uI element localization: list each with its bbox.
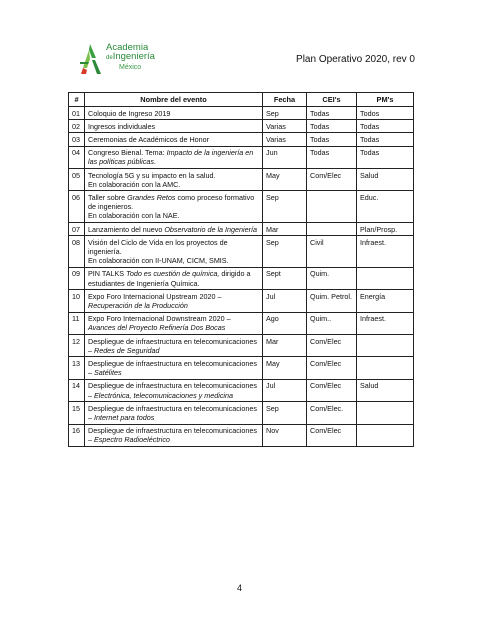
cell-date: Mar <box>263 223 307 236</box>
event-name-text: En colaboración con II-UNAM, CICM, SMIS. <box>88 256 229 266</box>
cell-pm: Energía <box>357 290 414 312</box>
cell-pm: Educ. <box>357 191 414 223</box>
table-row <box>69 146 414 168</box>
cell-event-name <box>85 146 263 168</box>
cell-num: 16 <box>69 424 85 446</box>
cell-date: Varias <box>263 133 307 146</box>
cell-date: Jul <box>263 379 307 401</box>
cell-cei <box>307 191 357 223</box>
cell-event-name <box>85 191 263 223</box>
cell-event-name <box>85 290 263 312</box>
cell-cei: Com/Elec. <box>307 402 357 424</box>
event-name-text: Despliegue de infraestructura en telecomunicaciones – <box>88 403 258 422</box>
event-name-text: Congreso Bienal. Tema: <box>88 148 167 158</box>
cell-num: 09 <box>69 267 85 289</box>
cell-date: Nov <box>263 424 307 446</box>
event-name-text: Expo Foro Internacional Upstream 2020 – <box>88 291 222 301</box>
cell-cei: Com/Elec <box>307 424 357 446</box>
cell-num: 15 <box>69 402 85 424</box>
cell-num: 07 <box>69 223 85 236</box>
table-row <box>69 402 414 424</box>
cell-event-name <box>85 236 263 268</box>
cell-pm: Salud <box>357 379 414 401</box>
table-body <box>69 107 414 447</box>
table-row <box>69 379 414 401</box>
event-name-italic: Recuperación de la Producción <box>88 300 188 310</box>
cell-cei: Todas <box>307 120 357 133</box>
table-header-row <box>69 93 414 107</box>
cell-event-name <box>85 357 263 379</box>
cell-date: Jul <box>263 290 307 312</box>
cell-event-name <box>85 107 263 120</box>
logo-line2-prefix: de <box>106 55 113 61</box>
event-name-text: Tecnología 5G y su impacto en la salud. <box>88 170 216 180</box>
table-row <box>69 236 414 268</box>
logo-mark-icon <box>77 42 107 78</box>
cell-pm: Todas <box>357 146 414 168</box>
cell-event-name <box>85 223 263 236</box>
cell-num: 01 <box>69 107 85 120</box>
event-name-italic: Avances del Proyecto Refinería Dos Bocas <box>88 323 226 333</box>
table-row <box>69 424 414 446</box>
cell-num: 13 <box>69 357 85 379</box>
event-name-italic: Todo es cuestión de química, <box>126 269 220 279</box>
cell-event-name <box>85 169 263 191</box>
table-row <box>69 107 414 120</box>
event-name-text: Despliegue de infraestructura en telecomunicaciones – <box>88 381 258 400</box>
cell-cei: Com/Elec <box>307 335 357 357</box>
event-name-text: Despliegue de infraestructura en telecomunicaciones – <box>88 358 258 378</box>
cell-num: 11 <box>69 312 85 334</box>
table-row <box>69 335 414 357</box>
cell-num: 10 <box>69 290 85 312</box>
event-name-text: como proceso formativo de ingenieros. <box>88 192 255 212</box>
cell-num: 12 <box>69 335 85 357</box>
header-date: Fecha <box>263 93 307 107</box>
cell-pm: Infraest. <box>357 312 414 334</box>
cell-event-name <box>85 312 263 334</box>
cell-num: 05 <box>69 169 85 191</box>
cell-date: Sep <box>263 402 307 424</box>
cell-date: Sept <box>263 267 307 289</box>
cell-pm: Salud <box>357 169 414 191</box>
cell-date: Mar <box>263 335 307 357</box>
cell-pm <box>357 267 414 289</box>
cell-cei: Civil <box>307 236 357 268</box>
cell-pm <box>357 402 414 424</box>
page-number: 4 <box>236 583 242 593</box>
cell-event-name <box>85 267 263 289</box>
document-title: Plan Operativo 2020, rev 0 <box>296 54 415 65</box>
academia-logo <box>77 42 167 82</box>
event-name-italic: Impacto de la ingeniería en las políticas públicas <box>88 148 254 167</box>
cell-date: May <box>263 357 307 379</box>
event-name-text: . <box>153 157 156 167</box>
event-name-italic: Electrónica, telecomunicaciones y medicina <box>94 390 234 400</box>
event-name-text: Expo Foro Internacional Downstream 2020 – <box>88 314 231 324</box>
cell-event-name <box>85 120 263 133</box>
event-name-text: Taller sobre <box>88 192 128 202</box>
cell-date: Jun <box>263 146 307 168</box>
cell-cei: Quim. Petrol. <box>307 290 357 312</box>
cell-event-name <box>85 402 263 424</box>
cell-num: 04 <box>69 146 85 168</box>
event-name-italic: Redes de Seguridad <box>94 345 160 355</box>
table-row <box>69 120 414 133</box>
cell-cei: Com/Elec <box>307 379 357 401</box>
table-row <box>69 267 414 289</box>
cell-pm: Plan/Prosp. <box>357 223 414 236</box>
event-name-text: Lanzamiento del nuevo <box>88 224 165 234</box>
cell-num: 02 <box>69 120 85 133</box>
header-num: # <box>69 93 85 107</box>
logo-line1: Academia <box>106 42 149 53</box>
event-name-italic: Grandes Retos <box>127 192 176 202</box>
cell-cei: Com/Elec <box>307 357 357 379</box>
cell-pm <box>357 357 414 379</box>
event-name-text: Visión del Ciclo de Vida en los proyectos de ingeniería. <box>88 237 228 256</box>
event-name-text: Ingresos individuales <box>88 121 156 131</box>
cell-pm <box>357 424 414 446</box>
cell-cei: Com/Elec <box>307 169 357 191</box>
event-name-italic: Satélites <box>94 368 122 378</box>
event-name-italic: Observatorio de la Ingeniería <box>164 224 258 234</box>
cell-event-name <box>85 424 263 446</box>
events-table <box>68 92 414 447</box>
event-name-italic: Espectro Radioeléctrico <box>94 435 170 445</box>
cell-date: Sep <box>263 236 307 268</box>
cell-date: Ago <box>263 312 307 334</box>
cell-event-name <box>85 379 263 401</box>
event-name-text: Despliegue de infraestructura en telecomunicaciones – <box>88 336 258 355</box>
cell-event-name <box>85 133 263 146</box>
cell-event-name <box>85 335 263 357</box>
cell-cei: Todas <box>307 146 357 168</box>
cell-pm: Todas <box>357 133 414 146</box>
cell-cei: Todas <box>307 133 357 146</box>
header-name: Nombre del evento <box>85 93 263 107</box>
cell-date: Sep <box>263 191 307 223</box>
cell-pm: Todas <box>357 120 414 133</box>
cell-pm <box>357 335 414 357</box>
cell-num: 03 <box>69 133 85 146</box>
cell-num: 06 <box>69 191 85 223</box>
event-name-text: Coloquio de Ingreso 2019 <box>88 108 171 118</box>
cell-pm: Infraest. <box>357 236 414 268</box>
logo-text <box>106 43 155 72</box>
table-row <box>69 169 414 191</box>
logo-line3: México <box>119 64 142 71</box>
cell-num: 08 <box>69 236 85 268</box>
cell-date: Varias <box>263 120 307 133</box>
event-name-text: PIN TALKS <box>88 269 127 279</box>
table-row <box>69 191 414 223</box>
table-row <box>69 312 414 334</box>
cell-pm: Todos <box>357 107 414 120</box>
cell-cei <box>307 223 357 236</box>
event-name-text: En colaboración con la AMC. <box>88 179 181 189</box>
header-cei: CEI's <box>307 93 357 107</box>
cell-cei: Quim. <box>307 267 357 289</box>
event-name-text: Despliegue de infraestructura en telecomunicaciones – <box>88 426 258 445</box>
logo-line2: Ingeniería <box>112 51 155 62</box>
table-row <box>69 223 414 236</box>
cell-cei: Todas <box>307 107 357 120</box>
cell-date: Sep <box>263 107 307 120</box>
event-name-text: Ceremonias de Académicos de Honor <box>88 134 210 144</box>
cell-date: May <box>263 169 307 191</box>
event-name-text: En colaboración con la NAE. <box>88 211 180 221</box>
table-row <box>69 357 414 379</box>
table-row <box>69 133 414 146</box>
cell-cei: Quim.. <box>307 312 357 334</box>
event-name-text: dirigido a estudiantes de Ingeniería Química. <box>88 269 251 288</box>
cell-num: 14 <box>69 379 85 401</box>
event-name-italic: Internet para todos <box>94 412 155 422</box>
table-row <box>69 290 414 312</box>
header-pm: PM's <box>357 93 414 107</box>
